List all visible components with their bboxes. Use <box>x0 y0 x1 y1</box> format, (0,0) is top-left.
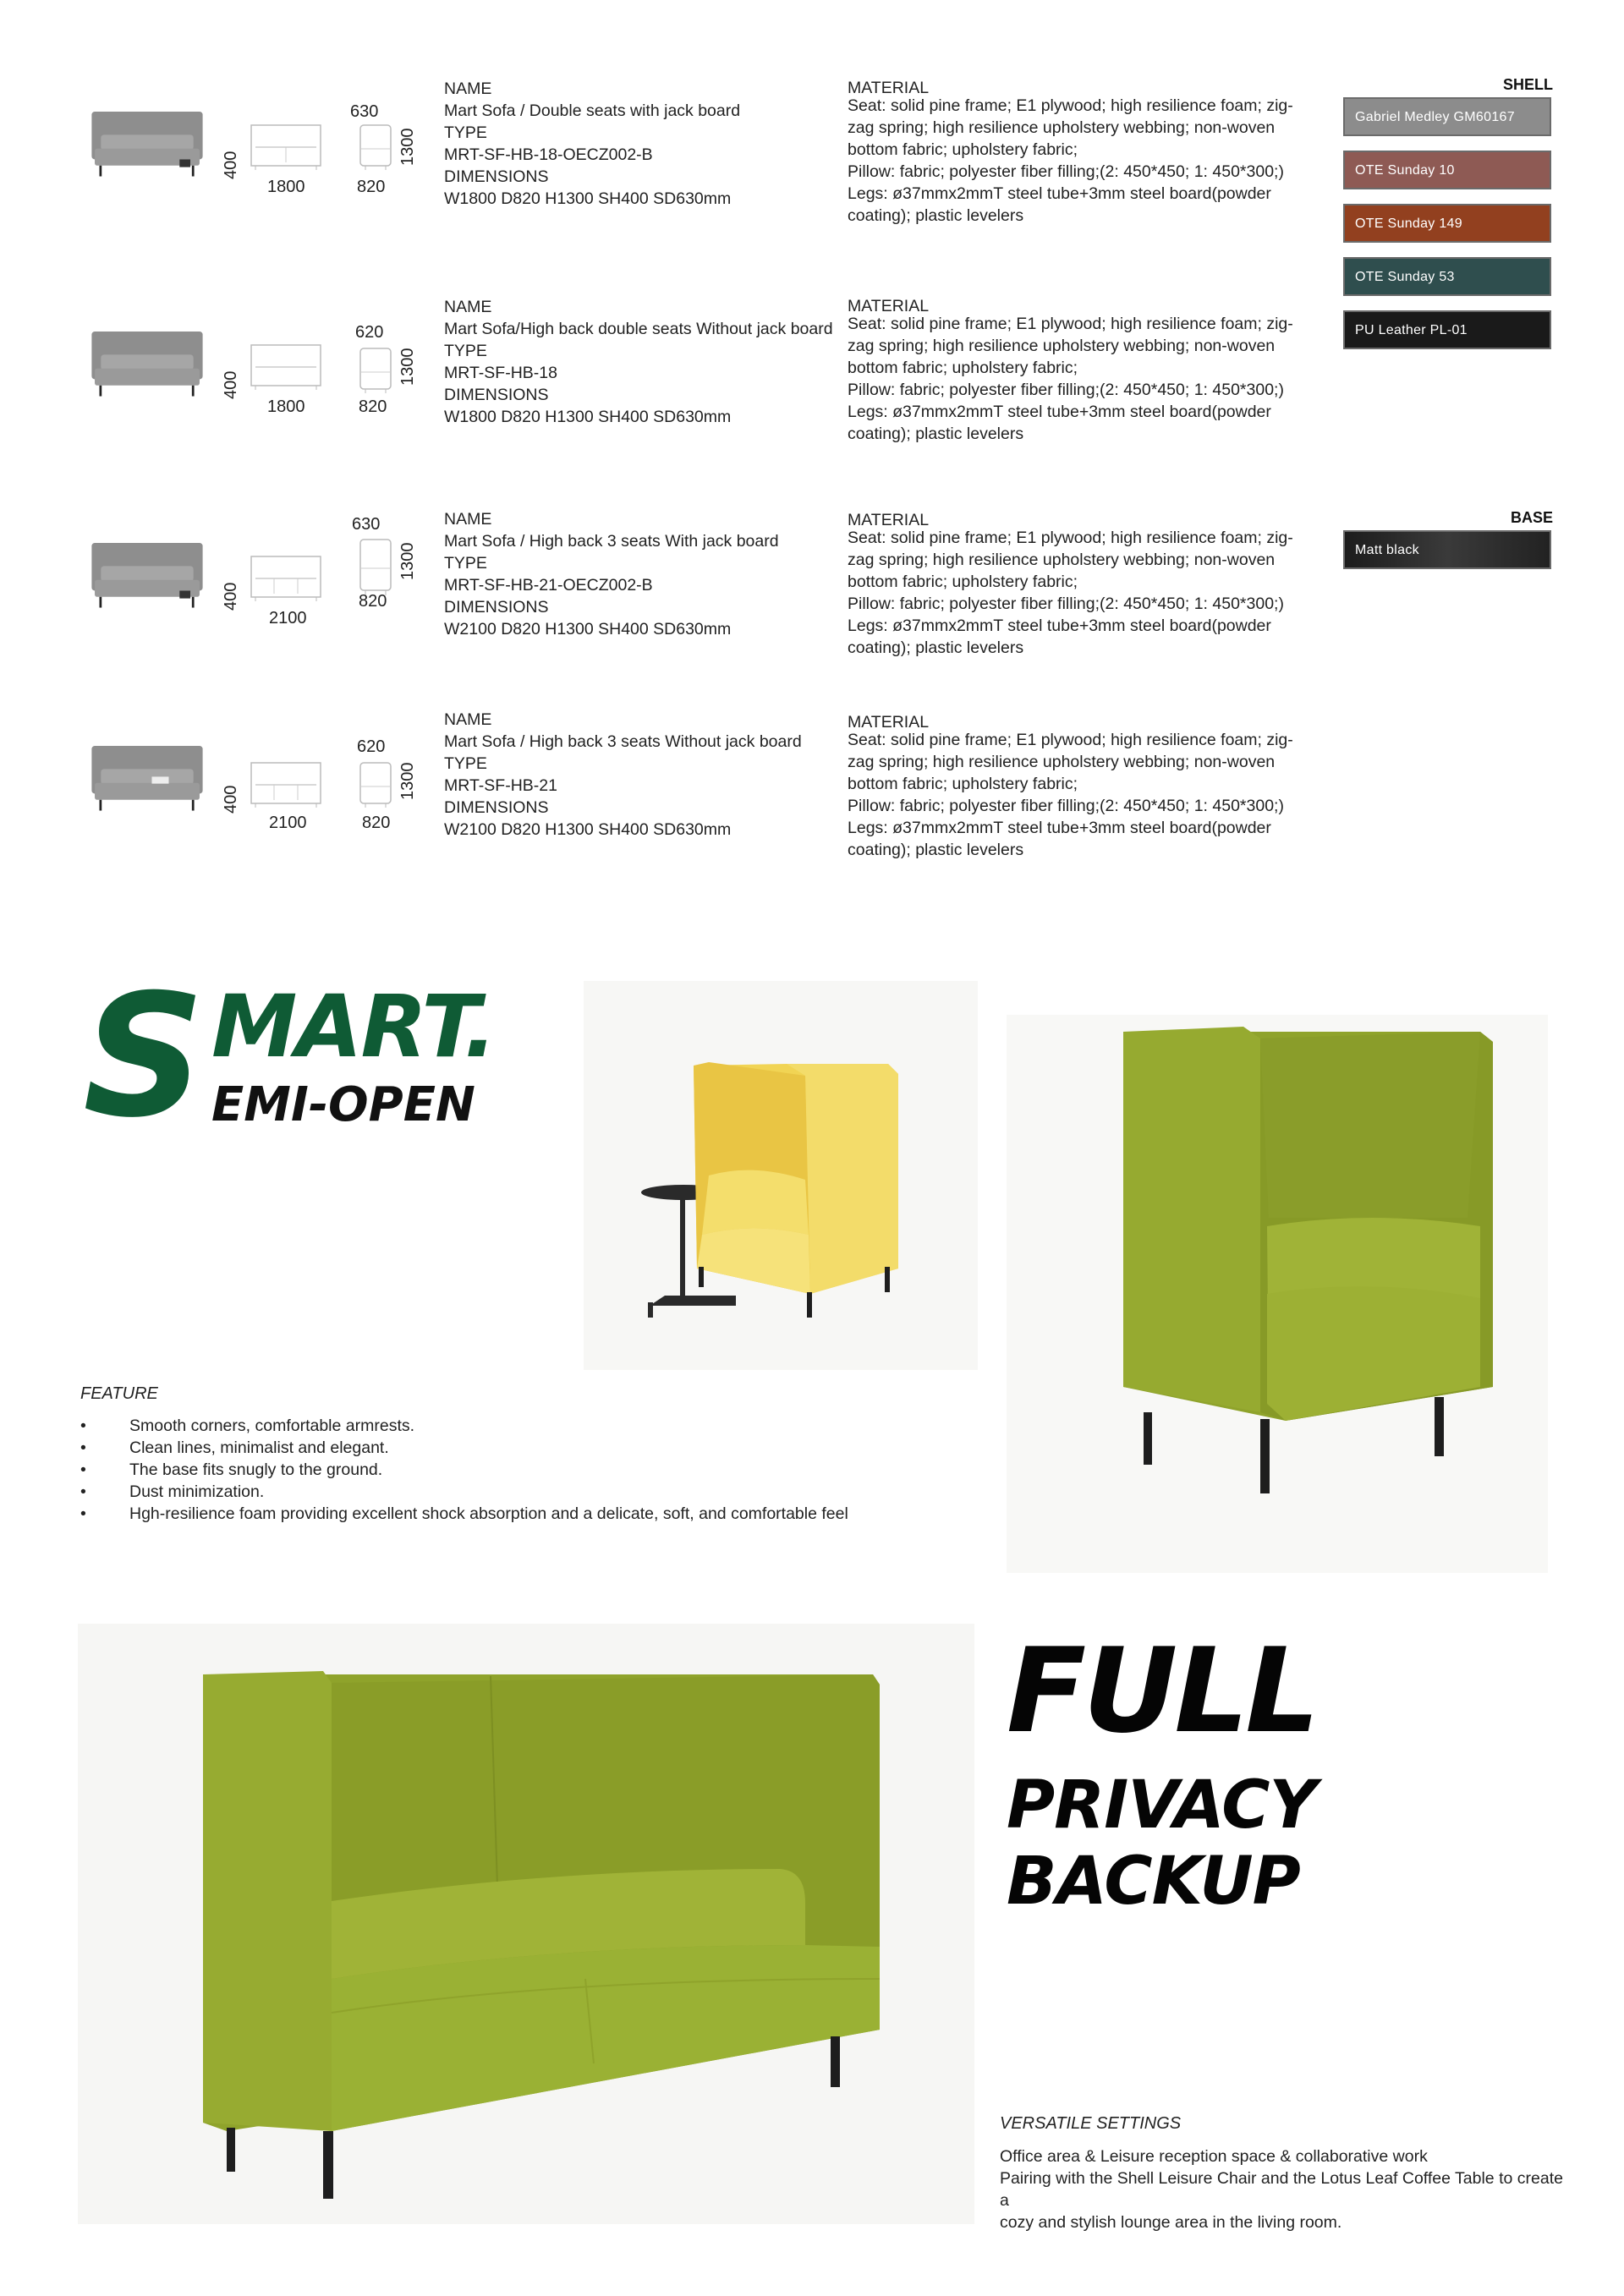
product-name: Mart Sofa / High back 3 seats With jack board <box>444 532 779 551</box>
material-line: zag spring; high resilience upholstery webbing; non-woven <box>848 118 1276 137</box>
material-line: bottom fabric; upholstery fabric; <box>848 140 1078 159</box>
dimensions-label: DIMENSIONS <box>444 167 549 186</box>
type-label: TYPE <box>444 342 487 360</box>
feature-item: • Clean lines, minimalist and elegant. <box>80 1437 848 1459</box>
product-type: MRT-SF-HB-21 <box>444 776 557 795</box>
dim-seat-height: 400 <box>222 582 240 611</box>
versatile-text <box>1000 2145 1575 2233</box>
swatch-ote-sunday-10: OTE Sunday 10 <box>1343 151 1551 189</box>
feature-item: • Dust minimization. <box>80 1481 848 1503</box>
material-line: Legs: ø37mmx2mmT steel tube+3mm steel board(powder <box>848 819 1271 837</box>
dim-height: 1300 <box>398 762 417 800</box>
name-label: NAME <box>444 510 492 529</box>
versatile-line: cozy and stylish lounge area in the living room. <box>1000 2213 1342 2232</box>
front-plan-drawing <box>250 555 321 602</box>
product-dimensions: W2100 D820 H1300 SH400 SD630mm <box>444 820 732 839</box>
material-line: bottom fabric; upholstery fabric; <box>848 359 1078 377</box>
material-label: MATERIAL <box>848 713 930 732</box>
material-spec <box>848 513 1296 659</box>
dim-seat-height: 400 <box>222 785 240 814</box>
feature-list <box>80 1415 848 1525</box>
sofa-thumbnail-4 <box>85 746 210 815</box>
brand-letter-s: S <box>83 958 199 1155</box>
feature-item: • The base fits snugly to the ground. <box>80 1459 848 1481</box>
swatch-matt-black: Matt black <box>1343 530 1551 569</box>
material-spec <box>848 81 1296 227</box>
material-line: Seat: solid pine frame; E1 plywood; high resilience foam; zig- <box>848 731 1293 749</box>
feature-item: • Hgh-resilience foam providing excellent shock absorption and a delicate, soft, and comfortable feel <box>80 1503 848 1525</box>
product-type: MRT-SF-HB-18-OECZ002-B <box>444 145 653 164</box>
material-label: MATERIAL <box>848 79 930 97</box>
dim-width: 2100 <box>269 814 307 832</box>
dim-height: 1300 <box>398 542 417 580</box>
product-type: MRT-SF-HB-21-OECZ002-B <box>444 576 653 595</box>
green-armchair-photo <box>1007 1015 1548 1573</box>
dimensions-label: DIMENSIONS <box>444 598 549 616</box>
dim-height: 1300 <box>398 128 417 166</box>
name-label: NAME <box>444 298 492 316</box>
product-type: MRT-SF-HB-18 <box>444 364 557 382</box>
dimensions-label: DIMENSIONS <box>444 386 549 404</box>
product-spec <box>444 508 833 640</box>
dim-depth: 820 <box>357 178 386 196</box>
swatch-ote-sunday-53: OTE Sunday 53 <box>1343 257 1551 296</box>
dimensions-label: DIMENSIONS <box>444 798 549 817</box>
material-line: coating); plastic levelers <box>848 206 1024 225</box>
front-plan-drawing <box>250 123 321 171</box>
dim-height: 1300 <box>398 348 417 386</box>
dim-width: 1800 <box>267 178 305 196</box>
brand-semi-open: EMI-OPEN <box>211 1077 475 1132</box>
sofa-thumbnail-3 <box>85 543 210 612</box>
dim-depth: 820 <box>359 397 387 416</box>
headline-backup: BACKUP <box>1007 1844 1300 1920</box>
material-line: Legs: ø37mmx2mmT steel tube+3mm steel board(powder <box>848 403 1271 421</box>
versatile-line: Pairing with the Shell Leisure Chair and the Lotus Leaf Coffee Table to create a <box>1000 2169 1563 2210</box>
dim-depth: 820 <box>359 592 387 611</box>
material-line: zag spring; high resilience upholstery webbing; non-woven <box>848 753 1276 771</box>
dim-seat-depth: 630 <box>350 102 379 121</box>
dim-width: 1800 <box>267 397 305 416</box>
material-line: Legs: ø37mmx2mmT steel tube+3mm steel board(powder <box>848 616 1271 635</box>
name-label: NAME <box>444 710 492 729</box>
material-line: Pillow: fabric; polyester fiber filling;(2: 450*450; 1: 450*300;) <box>848 162 1284 181</box>
dim-width: 2100 <box>269 609 307 627</box>
product-spec <box>444 78 833 210</box>
product-name: Mart Sofa/High back double seats Without jack board <box>444 320 833 338</box>
versatile-line: Office area & Leisure reception space & collaborative work <box>1000 2147 1428 2166</box>
headline-privacy: PRIVACY <box>1007 1767 1317 1844</box>
headline-full: FULL <box>1007 1623 1317 1759</box>
material-line: zag spring; high resilience upholstery webbing; non-woven <box>848 551 1276 569</box>
type-label: TYPE <box>444 554 487 573</box>
product-name: Mart Sofa / Double seats with jack board <box>444 101 741 120</box>
side-plan-drawing <box>359 123 392 171</box>
name-label: NAME <box>444 79 492 98</box>
material-line: coating); plastic levelers <box>848 425 1024 443</box>
base-title: BASE <box>1510 509 1553 526</box>
front-plan-drawing <box>250 761 321 808</box>
product-spec <box>444 296 833 428</box>
versatile-title: VERSATILE SETTINGS <box>1000 2114 1182 2133</box>
side-plan-drawing <box>359 538 392 597</box>
sofa-thumbnail-2 <box>85 332 210 401</box>
product-dimensions: W2100 D820 H1300 SH400 SD630mm <box>444 620 732 638</box>
dim-seat-depth: 620 <box>355 323 384 342</box>
brand-mart: MART. <box>211 977 496 1077</box>
dim-depth: 820 <box>362 814 391 832</box>
material-spec <box>848 299 1296 445</box>
material-spec <box>848 715 1296 861</box>
sofa-thumbnail-1 <box>85 112 210 181</box>
product-spec <box>444 709 833 841</box>
side-plan-drawing <box>359 761 392 808</box>
material-line: Seat: solid pine frame; E1 plywood; high resilience foam; zig- <box>848 96 1293 115</box>
feature-item: • Smooth corners, comfortable armrests. <box>80 1415 848 1437</box>
yellow-armchair-photo <box>584 981 978 1370</box>
material-line: Legs: ø37mmx2mmT steel tube+3mm steel board(powder <box>848 184 1271 203</box>
material-line: bottom fabric; upholstery fabric; <box>848 775 1078 793</box>
swatch-gabriel-medley: Gabriel Medley GM60167 <box>1343 97 1551 136</box>
shell-title: SHELL <box>1502 76 1553 93</box>
side-plan-drawing <box>359 347 392 394</box>
product-dimensions: W1800 D820 H1300 SH400 SD630mm <box>444 189 732 208</box>
type-label: TYPE <box>444 754 487 773</box>
product-name: Mart Sofa / High back 3 seats Without jack board <box>444 732 802 751</box>
product-dimensions: W1800 D820 H1300 SH400 SD630mm <box>444 408 732 426</box>
material-label: MATERIAL <box>848 297 930 315</box>
material-line: Pillow: fabric; polyester fiber filling;(2: 450*450; 1: 450*300;) <box>848 595 1284 613</box>
swatch-ote-sunday-149: OTE Sunday 149 <box>1343 204 1551 243</box>
material-line: Pillow: fabric; polyester fiber filling;(2: 450*450; 1: 450*300;) <box>848 381 1284 399</box>
material-line: bottom fabric; upholstery fabric; <box>848 573 1078 591</box>
dim-seat-depth: 620 <box>357 737 386 756</box>
material-label: MATERIAL <box>848 511 930 529</box>
material-line: Seat: solid pine frame; E1 plywood; high resilience foam; zig- <box>848 529 1293 547</box>
feature-title: FEATURE <box>80 1384 158 1403</box>
green-sofa-photo <box>78 1624 974 2224</box>
dim-seat-height: 400 <box>222 370 240 399</box>
material-line: zag spring; high resilience upholstery webbing; non-woven <box>848 337 1276 355</box>
swatch-pu-leather: PU Leather PL-01 <box>1343 310 1551 349</box>
material-line: Pillow: fabric; polyester fiber filling;(2: 450*450; 1: 450*300;) <box>848 797 1284 815</box>
material-line: coating); plastic levelers <box>848 841 1024 859</box>
front-plan-drawing <box>250 343 321 391</box>
type-label: TYPE <box>444 123 487 142</box>
material-line: coating); plastic levelers <box>848 638 1024 657</box>
dim-seat-height: 400 <box>222 151 240 179</box>
dim-seat-depth: 630 <box>352 515 381 534</box>
material-line: Seat: solid pine frame; E1 plywood; high resilience foam; zig- <box>848 315 1293 333</box>
